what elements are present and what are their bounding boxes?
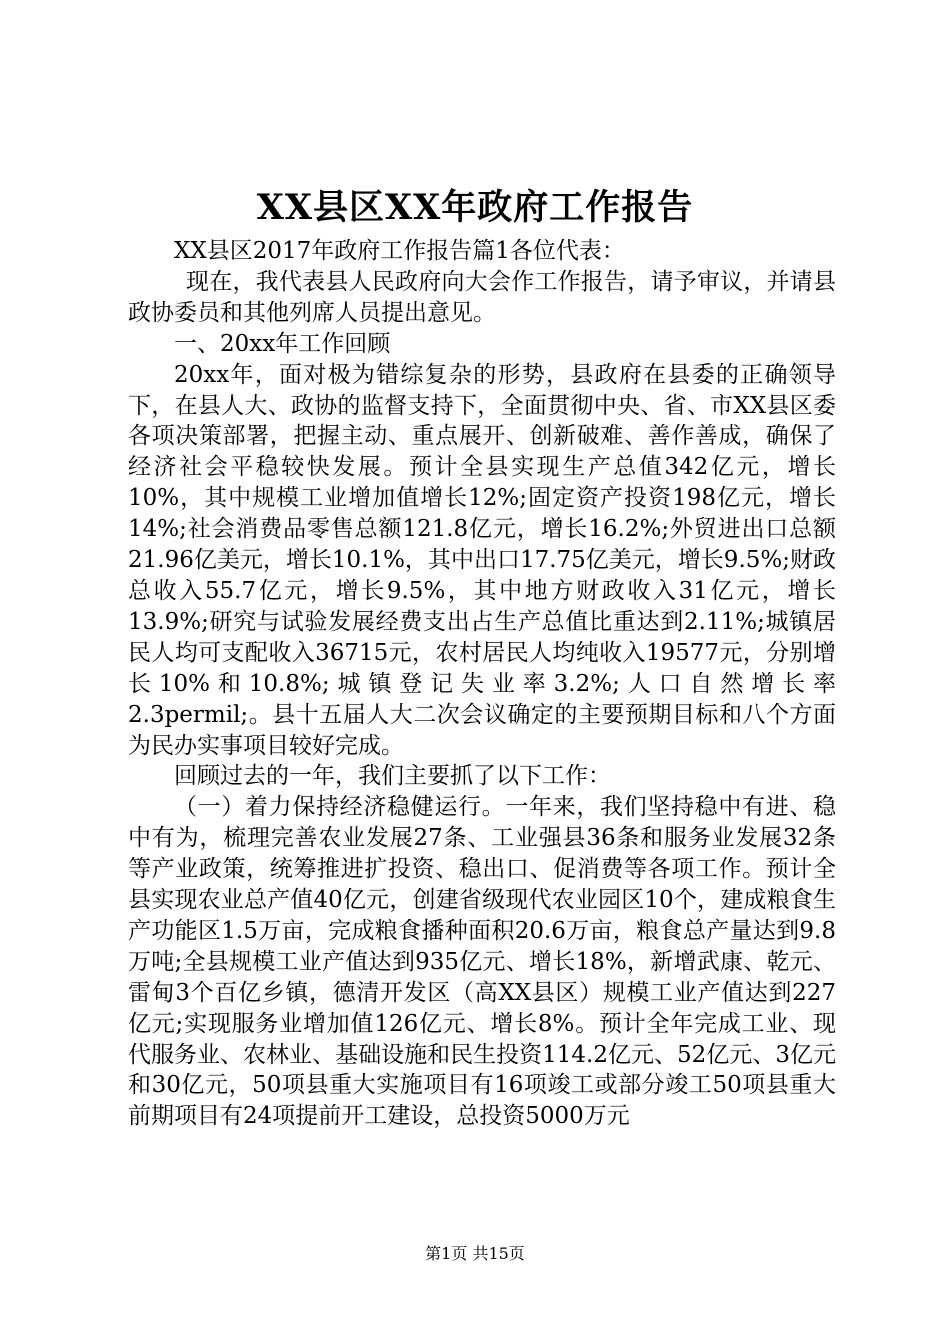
paragraph-economy: （一）着力保持经济稳健运行。一年来，我们坚持稳中有进、稳中有为，梳理完善农业发展27条、工业强县36条和服务业发展32条等产业政策，统筹推进扩投资、稳出口、促消费等各项工作。预计全县实现农业总产值40亿元，创建省级现代农业园区10个，建成粮食生产功能区1.5万亩，完成粮食播种面积20.6万亩，粮食总产量达到9.8万吨;全县规模工业产值达到935亿元、增长18%，新增武康、乾元、雷甸3个百亿乡镇，德清开发区（高XX县区）规模工业产值达到227亿元;实现服务业增加值126亿元、增长8%。预计全年完成工业、现代服务业、农林业、基础设施和民生投资114.2亿元、52亿元、3亿元和30亿元，50项县重大实施项目有16项竣工或部分竣工50项县重大前期项目有24项提前开工建设，总投资5000万元: [128, 794, 836, 1130]
section-heading: 一、20xx年工作回顾: [174, 330, 391, 357]
paragraph-review-lead: 回顾过去的一年，我们主要抓了以下工作：: [174, 763, 611, 790]
paragraph-summary: 20xx年，面对极为错综复杂的形势，县政府在县委的正确领导下，在县人大、政协的监督支持下，全面贯彻中央、省、市XX县区委各项决策部署，把握主动、重点展开、创新破难、善作善成，确保了经济社会平稳较快发展。预计全县实现生产总值342亿元，增长10%，其中规模工业增加值增长12%;固定资产投资198亿元，增长14%;社会消费品零售总额121.8亿元，增长16.2%;外贸进出口总额21.96亿美元，增长10.1%，其中出口17.75亿美元，增长9.5%;财政总收入55.7亿元，增长9.5%，其中地方财政收入31亿元，增长13.9%;研究与试验发展经费支出占生产总值比重达到2.11%;城镇居民人均可支配收入36715元，农村居民人均纯收入19577元，分别增长10%和10.8%;城镇登记失业率3.2%;人口自然增长率2.3permil;。县十五届人大二次会议确定的主要预期目标和八个方面为民办实事项目较好完成。: [128, 361, 836, 759]
document-body: [128, 236, 836, 1132]
document-title: XX县区XX年政府工作报告: [256, 187, 694, 228]
paragraph-intro: 现在，我代表县人民政府向大会作工作报告，请予审议，并请县政协委员和其他列席人员提出意见。: [128, 268, 836, 326]
page-number: 第1页 共15页: [425, 1244, 525, 1263]
paragraph-greeting: XX县区2017年政府工作报告篇1各位代表：: [174, 238, 625, 264]
